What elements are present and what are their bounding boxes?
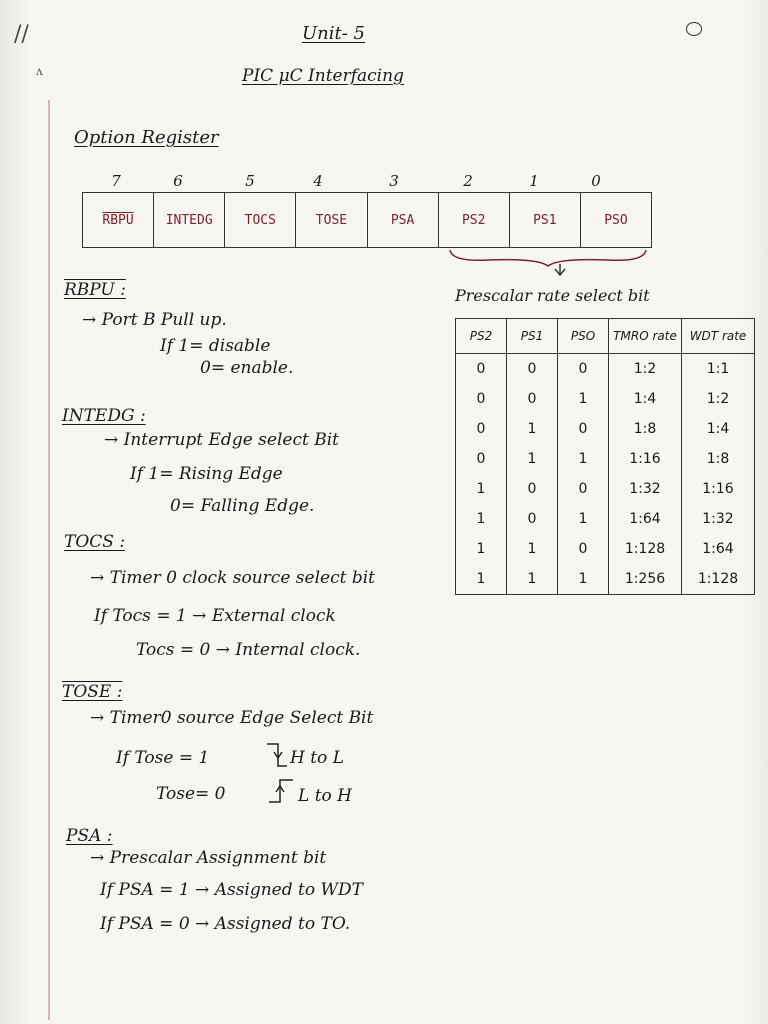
cell: 0 xyxy=(558,474,609,504)
cell: 1:128 xyxy=(682,564,755,595)
bit-number: 5 xyxy=(245,172,255,190)
cell: 1 xyxy=(456,504,507,534)
cell: 1 xyxy=(456,564,507,595)
bit-intedg: INTEDG xyxy=(154,193,225,247)
rbpu-heading: RBPU : xyxy=(64,280,126,300)
tose-line-3: Tose= 0 xyxy=(156,784,226,804)
cell: 1 xyxy=(558,444,609,474)
cell: 1 xyxy=(456,474,507,504)
bit-number: 1 xyxy=(529,172,539,190)
bit-tose: TOSE xyxy=(296,193,367,247)
cell: 1:32 xyxy=(609,474,682,504)
cell: 1 xyxy=(558,564,609,595)
psa-heading: PSA : xyxy=(66,826,113,846)
unit-title: Unit- 5 xyxy=(302,23,366,44)
cell: 0 xyxy=(456,444,507,474)
tocs-line-3: Tocs = 0 → Internal clock. xyxy=(136,640,361,660)
rbpu-line-3: 0= enable. xyxy=(200,358,294,378)
intedg-heading: INTEDG : xyxy=(62,406,146,426)
cell: 1:4 xyxy=(609,384,682,414)
cell: 1 xyxy=(558,384,609,414)
psa-line-3: If PSA = 0 → Assigned to TO. xyxy=(100,914,351,934)
cell: 0 xyxy=(456,354,507,385)
col-header: WDT rate xyxy=(682,319,755,354)
cell: 1:64 xyxy=(609,504,682,534)
intedg-line-2: If 1= Rising Edge xyxy=(130,464,283,484)
cell: 0 xyxy=(507,354,558,385)
table-row xyxy=(456,534,755,564)
cell: 0 xyxy=(558,354,609,385)
cell: 1:8 xyxy=(609,414,682,444)
bit-ps1: PS1 xyxy=(510,193,581,247)
tocs-line-1: → Timer 0 clock source select bit xyxy=(90,568,375,588)
bit-number: 0 xyxy=(591,172,601,190)
cell: 1:8 xyxy=(682,444,755,474)
psa-line-1: → Prescalar Assignment bit xyxy=(90,848,327,868)
tose-line-3-edge: L to H xyxy=(298,786,352,806)
brace-arrow-icon xyxy=(448,248,648,278)
cell: 1:2 xyxy=(682,384,755,414)
cell: 1:16 xyxy=(609,444,682,474)
table-row xyxy=(456,474,755,504)
cell: 0 xyxy=(558,534,609,564)
cell: 1 xyxy=(507,534,558,564)
table-row xyxy=(456,354,755,385)
option-register-box xyxy=(82,192,652,248)
rbpu-line-1: → Port B Pull up. xyxy=(82,310,227,330)
cell: 1 xyxy=(558,504,609,534)
option-register-heading: Option Register xyxy=(74,127,219,148)
cell: 1 xyxy=(507,414,558,444)
tose-line-1: → Timer0 source Edge Select Bit xyxy=(90,708,374,728)
cell: 1:16 xyxy=(682,474,755,504)
cell: 1 xyxy=(456,534,507,564)
bit-ps0: PSO xyxy=(604,212,628,228)
cell: 1 xyxy=(507,564,558,595)
cell: 0 xyxy=(507,474,558,504)
cell: 1 xyxy=(507,444,558,474)
cell: 0 xyxy=(507,504,558,534)
col-header: TMRO rate xyxy=(609,319,682,354)
bit-psa: PSA xyxy=(368,193,439,247)
tose-heading: TOSE : xyxy=(62,682,123,702)
cell: 1:1 xyxy=(682,354,755,385)
tose-line-2: If Tose = 1 xyxy=(116,748,210,768)
tocs-heading: TOCS : xyxy=(64,532,126,552)
col-header: PS1 xyxy=(507,319,558,354)
cell: 1:2 xyxy=(609,354,682,385)
bit-number: 2 xyxy=(463,172,473,190)
psa-line-2: If PSA = 1 → Assigned to WDT xyxy=(100,880,363,900)
falling-edge-icon xyxy=(266,740,288,770)
page-subtitle: PIC μC Interfacing xyxy=(242,66,404,86)
bit-tocs: TOCS xyxy=(225,193,296,247)
prescaler-table xyxy=(455,318,755,595)
table-row xyxy=(456,414,755,444)
bit-number: 7 xyxy=(111,172,121,190)
table-row xyxy=(456,564,755,595)
cell: 1:4 xyxy=(682,414,755,444)
table-row xyxy=(456,444,755,474)
tocs-line-2: If Tocs = 1 → External clock xyxy=(94,606,336,626)
margin-tick: ʌ xyxy=(36,64,43,78)
bit-ps2: PS2 xyxy=(439,193,510,247)
page-number-mark xyxy=(686,22,702,36)
col-header: PS2 xyxy=(456,319,507,354)
rbpu-line-2: If 1= disable xyxy=(160,336,271,356)
intedg-line-1: → Interrupt Edge select Bit xyxy=(104,430,339,450)
intedg-line-3: 0= Falling Edge. xyxy=(170,496,315,516)
margin-scribble: // xyxy=(14,22,29,47)
prescaler-table-title: Prescalar rate select bit xyxy=(455,286,650,305)
table-row xyxy=(456,384,755,414)
cell: 0 xyxy=(456,414,507,444)
tose-line-2-edge: H to L xyxy=(290,748,344,768)
bit-number: 6 xyxy=(173,172,183,190)
bit-number: 4 xyxy=(313,172,323,190)
cell: 1:64 xyxy=(682,534,755,564)
margin-line xyxy=(48,100,50,1020)
cell: 1:128 xyxy=(609,534,682,564)
cell: 0 xyxy=(507,384,558,414)
bit-number: 3 xyxy=(389,172,399,190)
rising-edge-icon xyxy=(268,776,294,806)
table-row xyxy=(456,504,755,534)
cell: 0 xyxy=(456,384,507,414)
bit-number-row xyxy=(82,172,650,192)
cell: 0 xyxy=(558,414,609,444)
table-header-row xyxy=(456,319,755,354)
col-header: PSO xyxy=(558,319,609,354)
bit-rbpu: RBPU xyxy=(83,193,154,247)
cell: 1:256 xyxy=(609,564,682,595)
cell: 1:32 xyxy=(682,504,755,534)
